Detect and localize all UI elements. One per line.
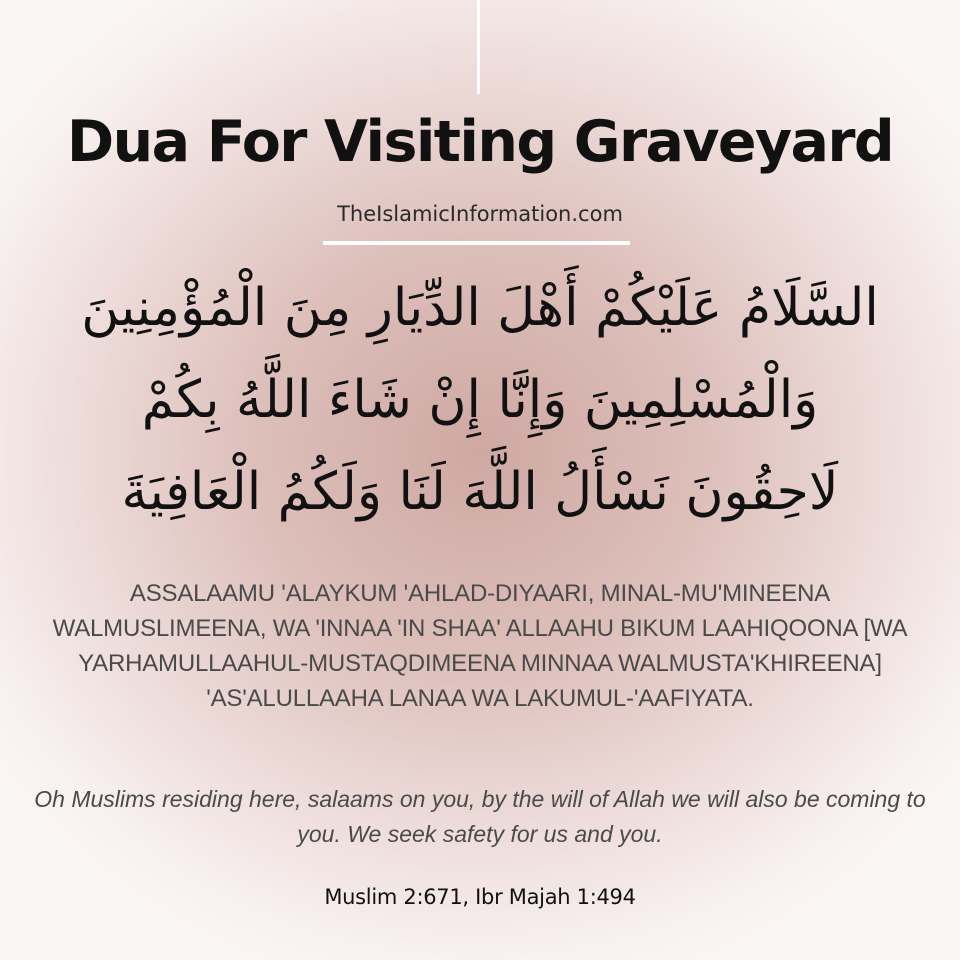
page-title: Dua For Visiting Graveyard [66,109,894,175]
arabic-dua [30,262,930,538]
transliteration-text: ASSALAAMU 'ALAYKUM 'AHLAD-DIYAARI, MINAL-MU'MINEENA WALMUSLIMEENA, WA 'INNAA 'IN SHAA' ALLAAHU BIKUM LAAHIQOONA [WA YARHAMULLAAHUL-MUSTAQDIMEENA MINNAA WALMUSTA'KHIREENA] 'AS'ALULLAAHA LANAA WA LAKUMUL-'AAFIYATA. [52,580,908,712]
arabic-line-2: وَالْمُسْلِمِينَ وَإِنَّا إِنْ شَاءَ اللَّهُ بِكُمْ [141,370,819,430]
hadith-reference: Muslim 2:671, Ibr Majah 1:494 [324,885,636,909]
arabic-line-1: السَّلَامُ عَلَيْكُمْ أَهْلَ الدِّيَارِ مِنَ الْمُؤْمِنِينَ [81,278,879,338]
translation-text: Oh Muslims residing here, salaams on you, by the will of Allah we will also be coming to you. We seek safety for us and you. [34,786,926,847]
top-decorative-line [477,0,480,94]
website-credit: TheIslamicInformation.com [337,202,623,226]
title-divider [323,241,630,245]
arabic-line-3: لَاحِقُونَ نَسْأَلُ اللَّهَ لَنَا وَلَكُمُ الْعَافِيَةَ [121,462,839,522]
